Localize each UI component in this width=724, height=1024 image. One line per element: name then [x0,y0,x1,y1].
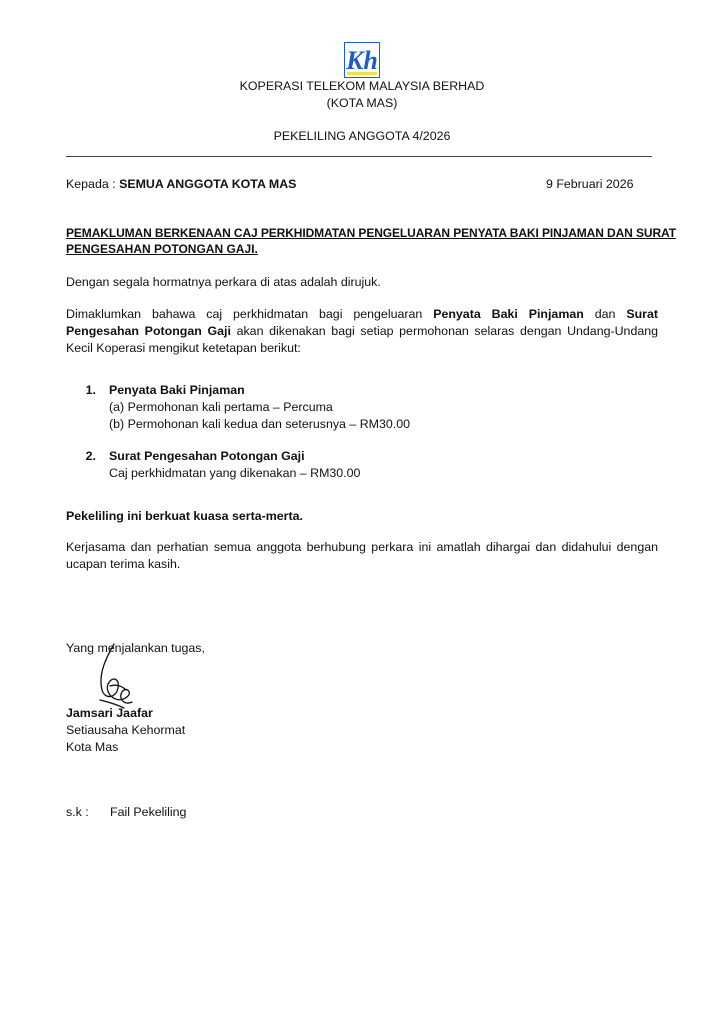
item-2-number: 2. [85,449,96,463]
closing-paragraph: Kerjasama dan perhatian semua anggota berhubung perkara ini amatlah dihargai dan didahului dengan ucapan terima kasih. [66,540,658,571]
item-2-line: Caj perkhidmatan yang dikenakan – RM30.00 [109,466,361,480]
signatory-name: Jamsari Jaafar [66,706,153,720]
body-text-mid: dan [583,307,627,321]
salutation: Yang menjalankan tugas, [66,641,205,655]
body-bold-penyata: Penyata Baki Pinjaman [433,307,584,321]
cc-value: Fail Pekeliling [110,805,187,819]
signatory-location: Kota Mas [66,740,119,754]
circular-reference: PEKELILING ANGGOTA 4/2026 [273,129,451,143]
body-text-start: Dimaklumkan bahawa caj perkhidmatan bagi pengeluaran [66,307,434,321]
item-1-number: 1. [85,383,96,397]
addressee-label: Kepada : [66,177,116,191]
body-paragraph [66,306,658,357]
addressee-recipient: SEMUA ANGGOTA KOTA MAS [119,177,297,191]
org-name: KOPERASI TELEKOM MALAYSIA BERHAD [239,79,485,93]
effective-statement: Pekeliling ini berkuat kuasa serta-merta. [66,509,303,523]
item-1-line-a: (a) Permohonan kali pertama – Percuma [109,400,333,414]
cc-label: s.k : [66,805,89,819]
item-1-line-b: (b) Permohonan kali kedua dan seterusnya – RM30.00 [109,417,410,431]
branch-name: (KOTA MAS) [326,96,398,110]
koperasi-logo [344,42,380,78]
letter-date: 9 Februari 2026 [546,177,634,191]
subject-line-1: PEMAKLUMAN BERKENAAN CAJ PERKHIDMATAN PENGELUARAN PENYATA BAKI PINJAMAN DAN SURAT [66,226,676,240]
header-divider [66,156,652,157]
intro-paragraph: Dengan segala hormatnya perkara di atas adalah dirujuk. [66,275,381,289]
logo-lettering: Kh [346,46,378,75]
subject-line-2: PENGESAHAN POTONGAN GAJI. [66,242,258,256]
addressee-line [66,176,296,193]
item-1-title: Penyata Baki Pinjaman [109,383,245,397]
signatory-position: Setiausaha Kehormat [66,723,186,737]
item-2-title: Surat Pengesahan Potongan Gaji [109,449,305,463]
body-bold-surat: Surat Pengesahan Potongan Gaji [66,307,659,338]
body-text-end: akan dikenakan bagi setiap permohonan selaras dengan Undang-Undang Kecil Koperasi mengikut ketetapan berikut: [66,324,659,355]
